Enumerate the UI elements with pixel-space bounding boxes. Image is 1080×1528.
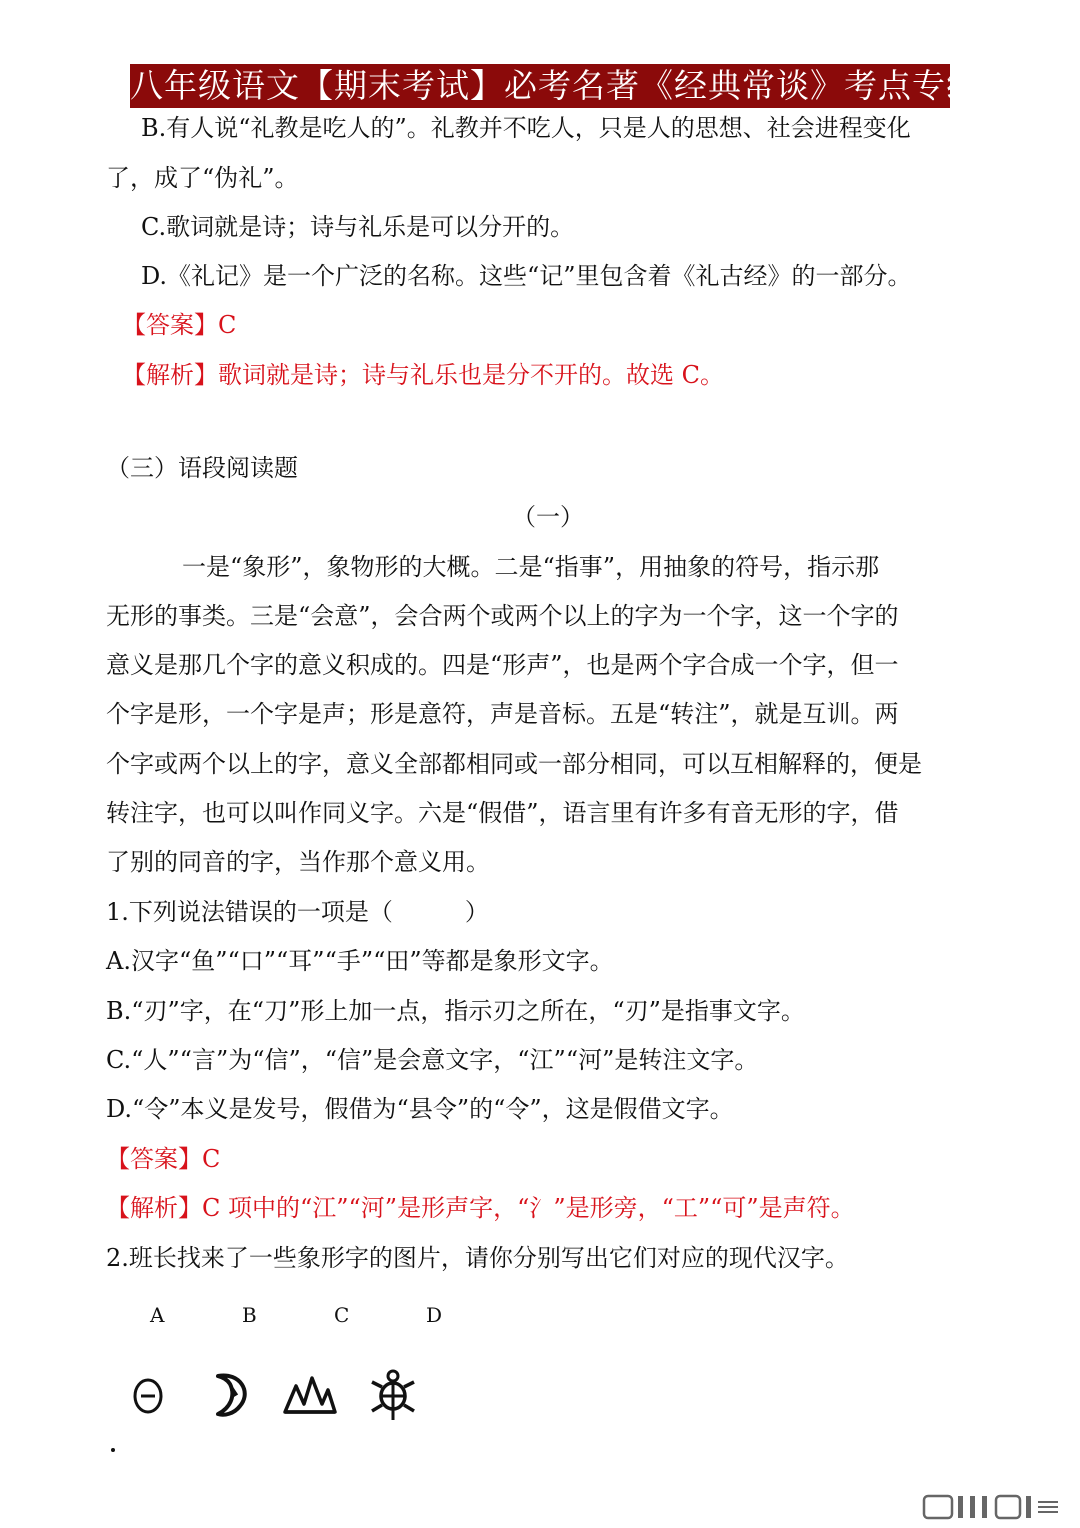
- glyph-label-c: C: [334, 1303, 350, 1327]
- question-1-option-a: A.汉字“鱼”“口”“耳”“手”“田”等都是象形文字。: [106, 947, 614, 975]
- question-1-option-c: C.“人”“言”为“信”，“信”是会意文字，“江”“河”是转注文字。: [106, 1046, 759, 1074]
- passage-line: 无形的事类。三是“会意”，会合两个或两个以上的字为一个字，这一个字的: [106, 602, 899, 630]
- glyph-label-d: D: [426, 1303, 443, 1327]
- passage-sub-heading: （一）: [512, 503, 584, 531]
- mountain-pictograph-icon: [282, 1374, 338, 1416]
- question-1-analysis: 【解析】C 项中的“江”“河”是形声字，“氵”是形旁，“工”“可”是声符。: [106, 1194, 855, 1222]
- answer-prev: 【答案】C: [122, 311, 237, 339]
- page-title-banner: 八年级语文【期末考试】必考名著《经典常谈》考点专练: [130, 64, 950, 108]
- passage-line: 一是“象形”，象物形的大概。二是“指事”，用抽象的符号，指示那: [182, 553, 880, 581]
- glyph-label-b: B: [242, 1303, 257, 1327]
- glyph-label-a: A: [150, 1303, 165, 1327]
- question-1-option-d: D.“令”本义是发号，假借为“县令”的“令”，这是假借文字。: [106, 1095, 734, 1123]
- option-c: C.歌词就是诗；诗与礼乐是可以分开的。: [141, 213, 575, 241]
- question-1-stem: 1.下列说法错误的一项是（ ）: [106, 898, 489, 926]
- option-d: D.《礼记》是一个广泛的名称。这些“记”里包含着《礼古经》的一部分。: [141, 262, 912, 290]
- question-1-answer: 【答案】C: [106, 1145, 221, 1173]
- question-1-option-b: B.“刃”字，在“刀”形上加一点，指示刃之所在，“刃”是指事文字。: [106, 997, 805, 1025]
- passage-line: 转注字，也可以叫作同义字。六是“假借”，语言里有许多有音无形的字，借: [106, 799, 899, 827]
- turtle-pictograph-icon: [368, 1368, 418, 1422]
- question-2-stem: 2.班长找来了一些象形字的图片，请你分别写出它们对应的现代汉字。: [106, 1244, 849, 1272]
- watermark-bars-icon: [922, 1494, 1062, 1520]
- analysis-prev: 【解析】歌词就是诗；诗与礼乐也是分不开的。故选 C。: [122, 361, 724, 389]
- moon-pictograph-icon: [210, 1370, 256, 1420]
- option-b-line1: B.有人说“礼教是吃人的”。礼教并不吃人，只是人的思想、社会进程变化: [141, 114, 911, 142]
- passage-line: 个字或两个以上的字，意义全部都相同或一部分相同，可以互相解释的，便是: [106, 750, 922, 778]
- passage-line: 个字是形，一个字是声；形是意符，声是音标。五是“转注”，就是互训。两: [106, 700, 899, 728]
- sun-pictograph-icon: [128, 1374, 168, 1418]
- passage-line: 意义是那几个字的意义积成的。四是“形声”，也是两个字合成一个字，但一: [106, 651, 899, 679]
- section-heading: （三）语段阅读题: [106, 454, 298, 482]
- trailing-dot: [111, 1448, 115, 1452]
- option-b-line2: 了，成了“伪礼”。: [106, 164, 299, 192]
- passage-line: 了别的同音的字，当作那个意义用。: [106, 848, 490, 876]
